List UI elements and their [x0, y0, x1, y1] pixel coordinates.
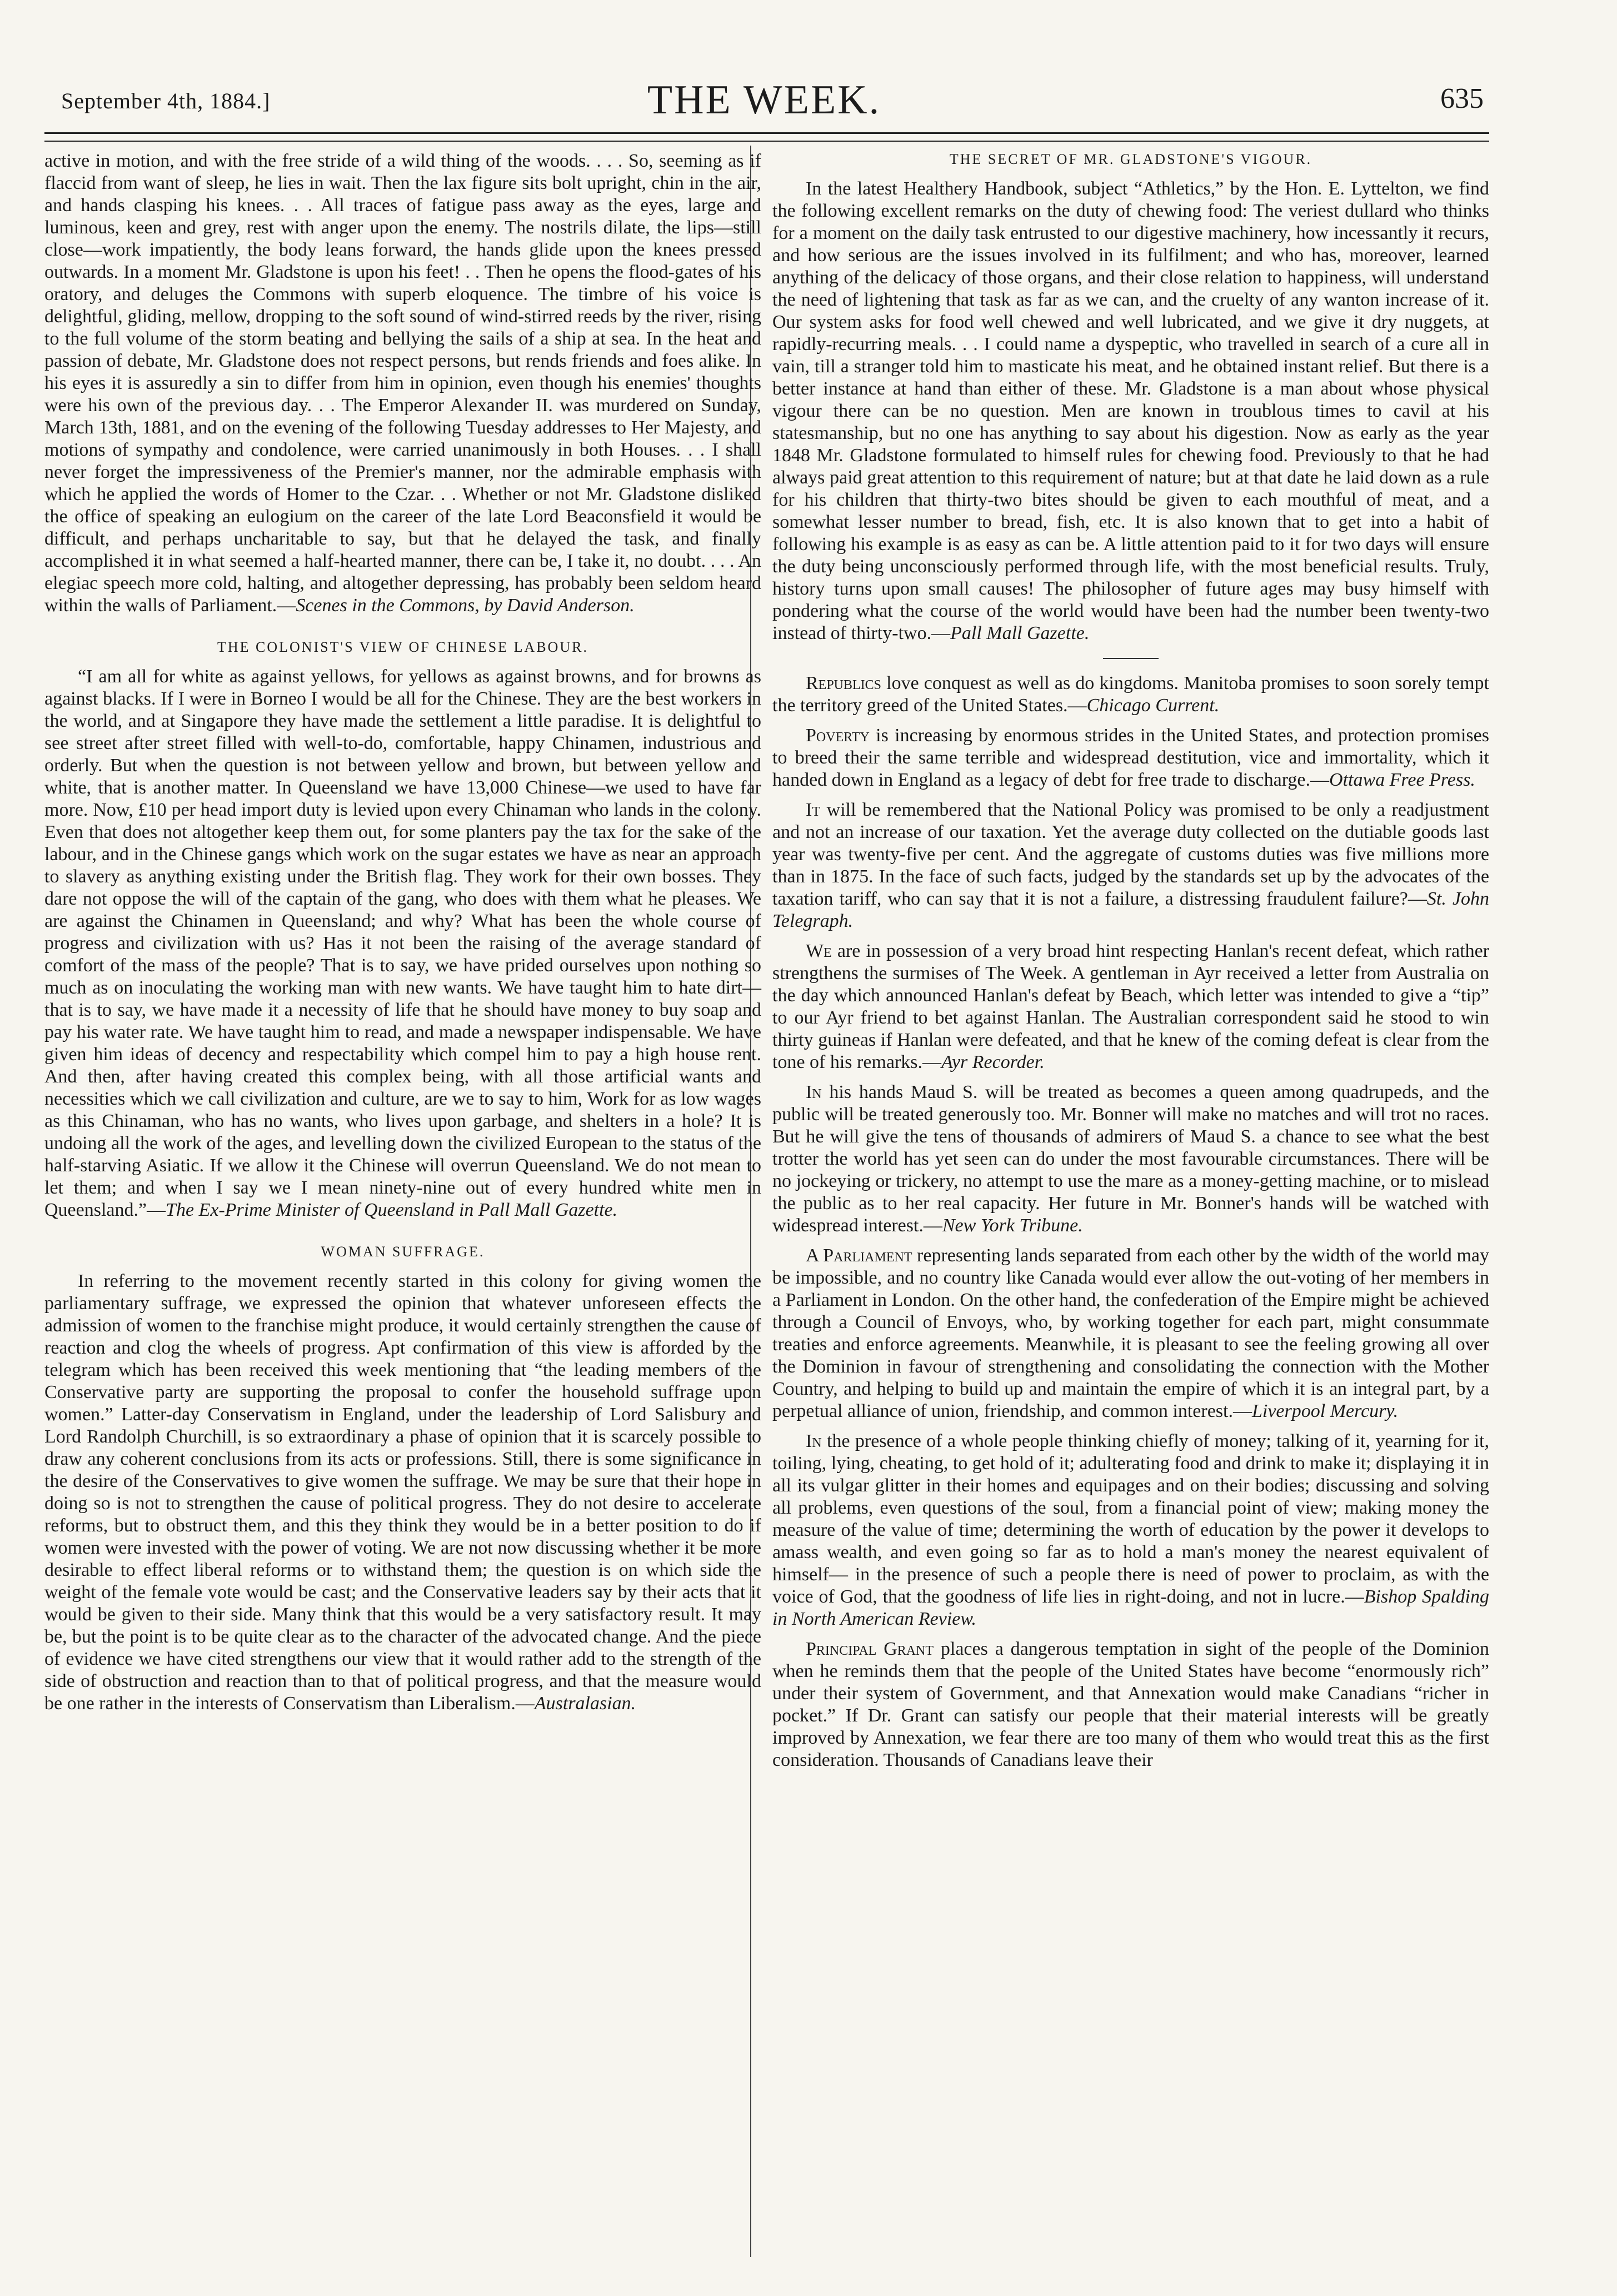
paragraph-text: will be remembered that the National Policy was promised to be only a readjustment and not an increase of our taxation. Yet the average duty collected on the dutiable goods last year was twenty-five per cent. And the aggregate of customs duties was five millions more than in 1875. In the face of such facts, judged by the standards set up by the advocates of the taxation tariff, who can say that it is not a failure, a distressing fraudulent failure?— — [772, 800, 1489, 909]
right-column — [772, 150, 1489, 1779]
source-citation: The Ex-Prime Minister of Queensland in Pall Mall Gazette. — [166, 1200, 618, 1220]
paragraph-text: the presence of a whole people thinking chiefly of money; talking of it, yearning for it, toiling, lying, cheating, to get hold of it; adulterating food and drink to make it; displaying it in all its vulgar glitter in their homes and equipages and on their bodies; discussing and solving all problems, even questions of the soul, from a financial point of view; making money the measure of the value of time; determining the worth of education by the power it develops to amass wealth, and even going so far as to hold a man's money the nearest equivalent of himself— in the presence of such a people there is need of power to proclaim, as with the voice of God, that the goodness of life lies in right-doing, and not in lucre.— — [772, 1431, 1489, 1607]
item-paragraph — [772, 1245, 1489, 1422]
section-separator — [1103, 658, 1159, 659]
paragraph-text: love conquest as well as do kingdoms. Manitoba promises to soon sorely tempt the territory greed of the United States.— — [772, 673, 1489, 716]
paragraph-text: representing lands separated from each other by the width of the world may be impossible, and no country like Canada would ever allow the out-voting of her members in a Parliament in London. On the other hand, the confederation of the Empire might be achieved through a Council of Envoys, who, by working together for each part, might consummate treaties and enforce agreements. Meanwhile, it is pleasant to see the feeling growing all over the Dominion in favour of strengthening and consolidating the connection with the Mother Country, and helping to build up and maintain the empire of which it is an integral part, by a perpetual alliance of union, friendship, and common interest.— — [772, 1245, 1489, 1421]
woman-suffrage-paragraph — [44, 1270, 761, 1715]
paragraph-text: his hands Maud S. will be treated as becomes a queen among quadrupeds, and the public will be treated generously too. Mr. Bonner will make no matches and will trot no races. But he will give the tens of thousands of admirers of Maud S. a chance to see what the best trotter the world has yet seen can do under the most favourable circumstances. There will be no jockeying or trickery, no attempt to use the mare as a money-getting machine, or to mislead the public as to her real capacity. Her future in Mr. Bonner's hands will be watched with widespread interest.— — [772, 1082, 1489, 1236]
lead-word: Republics — [806, 673, 882, 693]
source-citation: Bishop Spalding in North American Review. — [772, 1586, 1489, 1629]
source-citation: Chicago Current. — [1086, 695, 1220, 716]
paragraph-text: In referring to the movement recently started in this colony for giving women the parliamentary suffrage, we expressed the opinion that whatever unforeseen effects the admission of women to the franchise might produce, it would certainly strengthen the cause of reaction and clog the wheels of progress. Apt confirmation of this view is afforded by the telegram which has been received this week mentioning that “the leading members of the Conservative party are supporting the proposal to confer the household suffrage upon women.” Latter-day Conservatism in England, under the leadership of Lord Salisbury and Lord Randolph Churchill, is so extraordinary a phase of opinion that it is scarcely possible to draw any coherent conclusions from its acts or professions. Still, there is some significance in the desire of the Conservatives to give women the suffrage. We may be sure that their hope in doing so is not to strengthen the cause of political progress. They do not desire to accelerate reforms, but to obstruct them, and this they think they would be in a better position to do if women were invested with the power of voting. We are not now discussing whether it be more desirable to effect liberal reforms or to withstand them; the question is on which side the weight of the female vote would be cast; and the Conservative leaders say by their acts that it would be given to their side. Many think that this would be a very satisfactory result. It may be, but the point is to be quite clear as to the character of the advocated change. And the piece of evidence we have cited strengthens our view that it would rather add to the strength of the side of obstruction and reaction than to that of political progress, and that the measure would be one rather in the interests of Conservatism than Liberalism.— — [44, 1271, 761, 1714]
lead-word: We — [806, 941, 832, 961]
source-citation: Ottawa Free Press. — [1329, 770, 1475, 790]
lead-word: In — [806, 1431, 822, 1451]
page-number: 635 — [1440, 83, 1484, 114]
section-title-woman-suffrage: WOMAN SUFFRAGE. — [321, 1244, 485, 1260]
paragraph-text: active in motion, and with the free stride of a wild thing of the woods. . . . So, seeming as if flaccid from want of sleep, he lies in wait. Then the lax figure sits bolt upright, chin in the air, and hands clasping his knees. . . All traces of fatigue pass away as the eyes, large and luminous, keen and grey, rest with anger upon the enemy. The nostrils dilate, the lips—still close—work impatiently, the body leans forward, the hands glide upon the knees pressed outwards. In a moment Mr. Gladstone is upon his feet! . . Then he opens the flood-gates of his oratory, and deluges the Commons with superb eloquence. The timbre of his voice is delightful, gliding, mellow, dropping to the soft sound of wind-stirred reeds by the river, rising to the full volume of the storm beating and bellying the sails of a ship at sea. In the heat and passion of debate, Mr. Gladstone does not respect persons, but rends friends and foes alike. In his eyes it is assuredly a sin to differ from him in opinion, even though his enemies' thoughts were his own of the previous day. . . The Emperor Alexander II. was murdered on Sunday, March 13th, 1881, and on the evening of the following Tuesday addresses to Her Majesty, and motions of sympathy and condolence, were carried unanimously in both Houses. . . I shall never forget the impressiveness of the Premier's manner, nor the admirable emphasis with which he applied the words of Homer to the Czar. . . Whether or not Mr. Gladstone disliked the office of speaking an eulogium on the career of the late Lord Beaconsfield it would be difficult, and perhaps uncharitable to say, but that he delayed the task, and finally accomplished it in what seemed a half-hearted manner, there can be, I take it, no doubt. . . . An elegiac speech more cold, halting, and altogether depressing, has probably been seldom heard within the walls of Parliament.— — [44, 151, 761, 616]
item-paragraph — [772, 672, 1489, 717]
left-column — [44, 150, 761, 1723]
lead-word: Principal Grant — [806, 1639, 934, 1659]
chinese-labour-paragraph — [44, 666, 761, 1221]
lead-word: In — [806, 1082, 822, 1102]
header-rule — [44, 132, 1489, 142]
item-paragraph — [772, 940, 1489, 1074]
source-citation: Pall Mall Gazette. — [950, 623, 1090, 643]
lead-word: Poverty — [806, 725, 870, 746]
page-header — [44, 67, 1484, 133]
lead-word: It — [806, 800, 820, 820]
item-paragraph — [772, 725, 1489, 791]
gladstone-vigour-paragraph — [772, 178, 1489, 645]
gladstone-oratory-paragraph — [44, 150, 761, 617]
lead-word: A Parliament — [806, 1245, 912, 1266]
paragraph-text: are in possession of a very broad hint respecting Hanlan's recent defeat, which rather strengthens the surmises of The Week. A gentleman in Ayr received a letter from Australia on the day which announced Hanlan's defeat by Beach, which letter was intended to give a “tip” to our Ayr friend to bet against Hanlan. The Australian correspondent said he stood to win thirty guineas if Hanlan were defeated, and that he knew of the coming defeat is clear from the tone of his remarks.— — [772, 941, 1489, 1072]
section-title-chinese-labour: THE COLONIST'S VIEW OF CHINESE LABOUR. — [217, 639, 589, 655]
source-citation: Ayr Recorder. — [941, 1052, 1045, 1072]
item-paragraph — [772, 1081, 1489, 1237]
paragraph-text: places a dangerous temptation in sight of the people of the Dominion when he reminds them that the people of the United States have become “enormously rich” under their system of Government, and that Annexation would make Canadians “richer in pocket.” If Dr. Grant can satisfy our people that their material interests will be greatly improved by Annexation, we fear there are too many of them who would treat this as the first consideration. Thousands of Canadians leave their — [772, 1639, 1490, 1770]
source-citation: New York Tribune. — [942, 1215, 1083, 1236]
paragraph-text: “I am all for white as against yellows, for yellows as against browns, and for browns as against blacks. If I were in Borneo I would be all for the Chinese. They are the best workers in the world, and at Singapore they have made the settlement a little paradise. It is delightful to see street after street filled with well-to-do, comfortable, happy Chinamen, industrious and orderly. But when the question is not between yellow and brown, but between yellow and white, that is another matter. In Queensland we have 13,000 Chinese—we used to have far more. Now, £10 per head import duty is levied upon every Chinaman who lands in the colony. Even that does not altogether keep them out, for some planters pay the tax for the sake of the labour, and in the Chinese gangs which work on the sugar estates we have as near an approach to slavery as anything existing under the British flag. They work for their own bosses. They dare not oppose the will of the captain of the gang, who does with them what he pleases. We are against the Chinamen in Queensland; and why? What has been the whole course of progress and civilization with us? Has it not been the raising of the average standard of comfort of the mass of the people? That is to say, we have prided ourselves upon nothing so much as on inoculating the working man with new wants. We have taught him to hate dirt—that is to say, we have made it a necessity of life that he should have money to buy soap and pay his water rate. We have taught him to read, and made a newspaper indispensable. We have given him ideas of decency and respectability which compel him to pay a high house rent. And then, after having created this complex being, with all those artificial wants and necessities which we call civilization and culture, are we to say to him, Work for as low wages as this Chinaman, who has no wants, who lives upon garbage, and shelters in a hole? It is undoing all the work of the ages, and levelling down the civilized European to the status of the half-starving Asiatic. If we allow it the Chinese will overrun Queensland. We do not mean to let them; and when I say we I mean ninety-nine out of every hundred white men in Queensland.”— — [44, 666, 761, 1220]
item-paragraph — [772, 1430, 1489, 1630]
issue-date: September 4th, 1884.] — [61, 88, 271, 113]
source-citation: St. John Telegraph. — [772, 889, 1489, 931]
source-citation: Liverpool Mercury. — [1251, 1401, 1399, 1421]
paragraph-text: In the latest Healthery Handbook, subject “Athletics,” by the Hon. E. Lyttelton, we find the following excellent remarks on the duty of chewing food: The veriest dullard who thinks for a moment on the daily task entrusted to our digestive machinery, how incessantly it recurs, and how serious are the issues involved in its fulfilment; and who has, moreover, learned anything of the delicacy of those organs, and their close relation to happiness, will understand the need of lightening that task as far as we can, and the cruelty of any wanton increase of it. Our system asks for food well chewed and well lubricated, and we give it dry nuggets, at rapidly-recurring meals. . . I could name a dyspeptic, who travelled in search of a cure all in vain, till a stranger told him to masticate his meat, and he obtained instant relief. But there is a better instance at hand than either of these. Mr. Gladstone is a man about whose physical vigour there can be no question. Men are known in troublous times to cavil at his statesmanship, but no one has anything to say about his digestion. Now as early as the year 1848 Mr. Gladstone formulated to himself rules for chewing food. Previously to that he had always paid great attention to this requirement of nature; but at that date he laid down as a rule for his children that thirty-two bites should be given to each mouthful of meat, and a somewhat lesser number to bread, fish, etc. It is also known that to get into a habit of following his example is as easy as can be. A little attention paid to it for two days will ensure the duty being unconsciously performed through life, with the most beneficial results. Truly, history turns upon small causes! The philosopher of future ages may busy himself with pondering what the course of the world would have been had the number been twenty-two instead of thirty-two.— — [772, 178, 1489, 643]
section-title-gladstone-vigour: THE SECRET OF MR. GLADSTONE'S VIGOUR. — [949, 151, 1312, 167]
item-paragraph — [772, 799, 1489, 932]
source-citation: Australasian. — [534, 1693, 636, 1714]
publication-title: THE WEEK. — [647, 77, 881, 123]
source-citation: Scenes in the Commons, by David Anderson. — [296, 595, 635, 616]
paragraph-text: is increasing by enormous strides in the United States, and protection promises to breed their the same terrible and widespread destitution, vice and immortality, which it handed down in England as a legacy of debt for free trade to discharge.— — [772, 725, 1489, 790]
item-paragraph — [772, 1638, 1489, 1771]
